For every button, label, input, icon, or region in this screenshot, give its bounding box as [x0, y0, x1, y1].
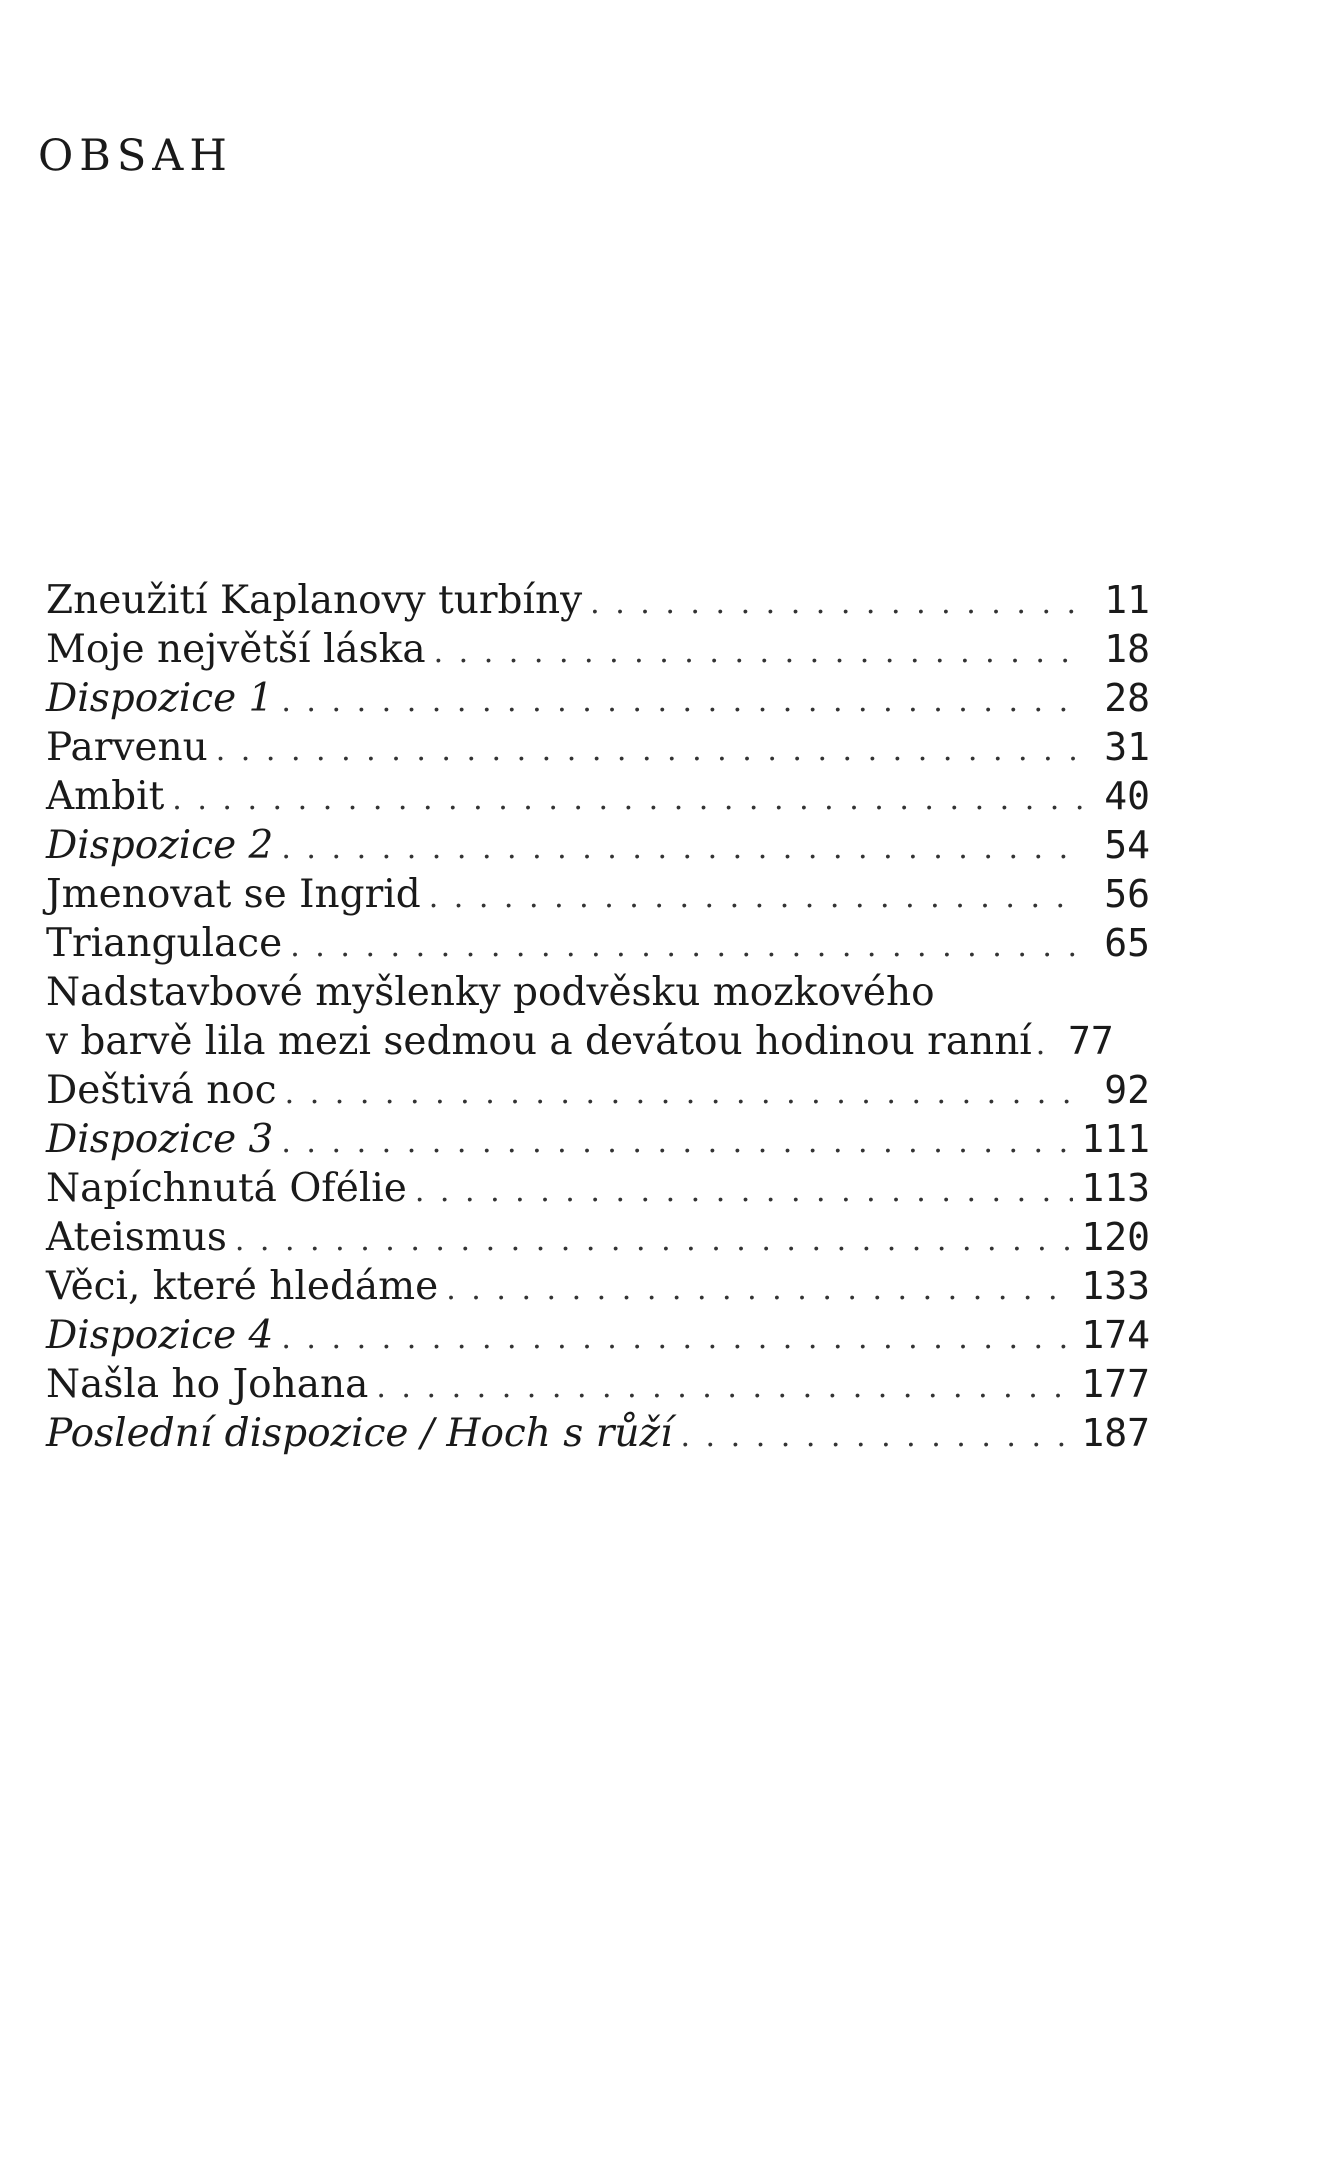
toc-entry-title: Napíchnutá Ofélie [46, 1166, 407, 1211]
dot-leader [281, 1118, 1073, 1167]
dot-leader [680, 1412, 1073, 1461]
toc-entry [46, 723, 1150, 772]
toc-entry-title: Dispozice 2 [46, 823, 274, 868]
toc-entry [46, 870, 1150, 919]
toc-entry-page: 174 [1081, 1313, 1150, 1357]
dot-leader [281, 824, 1082, 873]
toc-entry [46, 772, 1150, 821]
toc-entry [46, 1164, 1150, 1213]
toc-entry-page: 111 [1081, 1117, 1150, 1161]
page-title: OBSAH [38, 131, 233, 181]
toc-entry [46, 674, 1150, 723]
toc-entry-page: 18 [1104, 627, 1150, 671]
toc-entry-title: Věci, které hledáme [46, 1264, 439, 1309]
toc-entry-page: 31 [1104, 725, 1150, 769]
toc-entry-title-line1: Nadstavbové myšlenky podvěsku mozkového [46, 970, 935, 1015]
toc-entry-title: Parvenu [46, 725, 208, 770]
toc-entry-page: 133 [1081, 1264, 1150, 1308]
toc-entry [46, 1360, 1150, 1409]
toc-entry [46, 1262, 1150, 1311]
toc-entry [46, 821, 1150, 870]
dot-leader [446, 1265, 1073, 1314]
toc-entry-title: Ateismus [46, 1215, 227, 1260]
toc-entry-title: Dispozice 3 [46, 1117, 274, 1162]
toc-entry [46, 1115, 1150, 1164]
toc-entry-page: 28 [1104, 676, 1150, 720]
toc-entry [46, 1213, 1150, 1262]
toc-entry-title: Zneužití Kaplanovy turbíny [46, 578, 583, 623]
toc-entry-page: 56 [1104, 872, 1150, 916]
table-of-contents [46, 576, 1150, 1458]
toc-entry-page: 40 [1104, 774, 1150, 818]
dot-leader [216, 726, 1082, 775]
toc-entry [46, 625, 1150, 674]
toc-entry-title: Deštivá noc [46, 1068, 277, 1113]
dot-leader [415, 1167, 1074, 1216]
toc-entry-title-line2: v barvě lila mezi sedmou a devátou hodinou ranní [46, 1019, 1032, 1064]
toc-entry-page: 77 [1068, 1019, 1114, 1063]
toc-entry-page: 92 [1104, 1068, 1150, 1112]
toc-entry [46, 1311, 1150, 1360]
dot-leader [290, 922, 1082, 971]
toc-entry [46, 968, 1150, 1066]
dot-leader [1036, 1020, 1050, 1069]
toc-entry-title: Ambit [46, 774, 165, 819]
dot-leader [172, 775, 1082, 824]
dot-leader [281, 677, 1082, 726]
dot-leader [285, 1069, 1082, 1118]
toc-entry-page: 54 [1104, 823, 1150, 867]
dot-leader [429, 873, 1082, 922]
toc-entry [46, 576, 1150, 625]
toc-entry [46, 919, 1150, 968]
toc-entry-page: 187 [1081, 1411, 1150, 1455]
toc-entry-title: Dispozice 1 [46, 676, 274, 721]
dot-leader [434, 628, 1082, 677]
toc-entry-title: Našla ho Johana [46, 1362, 369, 1407]
dot-leader [590, 579, 1082, 628]
toc-entry-title: Moje největší láska [46, 627, 426, 672]
toc-entry-title: Dispozice 4 [46, 1313, 274, 1358]
toc-entry [46, 1066, 1150, 1115]
toc-entry-page: 65 [1104, 921, 1150, 965]
toc-entry-page: 120 [1081, 1215, 1150, 1259]
toc-entry-page: 11 [1104, 578, 1150, 622]
dot-leader [235, 1216, 1074, 1265]
toc-entry-title: Triangulace [46, 921, 283, 966]
toc-entry-page: 113 [1081, 1166, 1150, 1210]
toc-entry-page: 177 [1081, 1362, 1150, 1406]
toc-entry [46, 1409, 1150, 1458]
toc-entry-title: Jmenovat se Ingrid [46, 872, 421, 917]
toc-entry-title: Poslední dispozice / Hoch s růží [46, 1411, 673, 1456]
dot-leader [376, 1363, 1073, 1412]
dot-leader [281, 1314, 1073, 1363]
